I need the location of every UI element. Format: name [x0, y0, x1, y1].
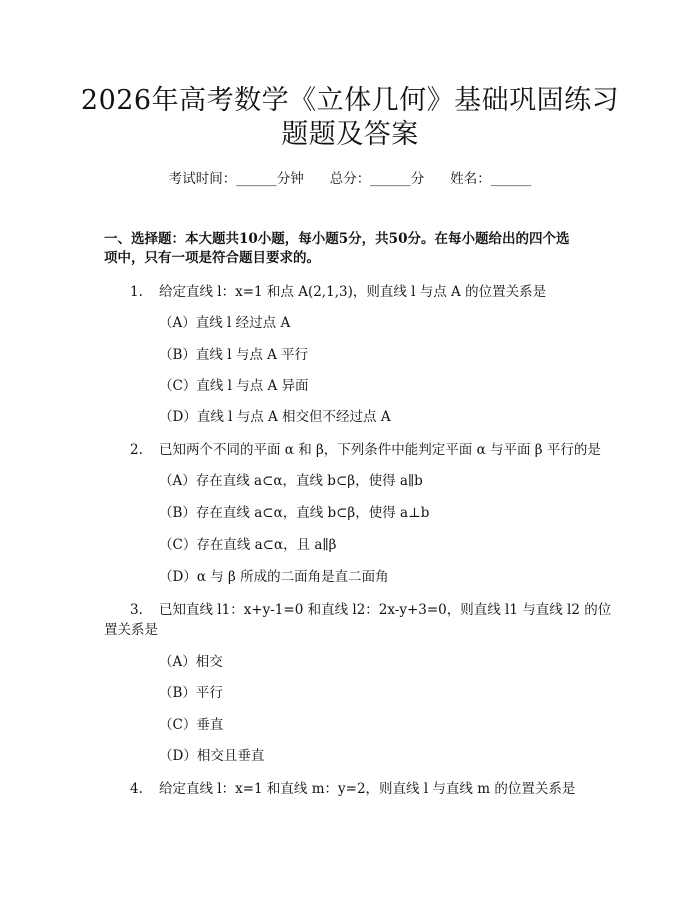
question-option: （B）平行 [159, 685, 223, 701]
question-option: （C）存在直线 a⊂α，且 a∥β [159, 537, 337, 553]
question-number: 1. [130, 284, 143, 300]
question-option: （D）相交且垂直 [159, 748, 265, 764]
question-option: （C）垂直 [159, 717, 224, 733]
question-stem: 给定直线 l：x=1 和点 A(2,1,3)，则直线 l 与点 A 的位置关系是 [159, 284, 547, 300]
question-stem: 已知直线 l1：x+y-1=0 和直线 l2：2x-y+3=0，则直线 l1 与直线 l2 的位 [159, 602, 612, 618]
page-title: 2026年高考数学《立体几何》基础巩固练习 [80, 85, 620, 116]
page-title-line2: 题题及答案 [281, 119, 419, 150]
question-number: 3. [130, 602, 143, 618]
question-option: （B）存在直线 a⊂α，直线 b⊂β，使得 a⊥b [159, 505, 430, 521]
question-number: 2. [130, 442, 143, 458]
question-stem: 给定直线 l：x=1 和直线 m：y=2，则直线 l 与直线 m 的位置关系是 [159, 781, 576, 797]
question-stem-continued: 置关系是 [104, 622, 158, 638]
question-option: （B）直线 l 与点 A 平行 [159, 347, 309, 363]
question-option: （A）存在直线 a⊂α，直线 b⊂β，使得 a∥b [159, 473, 423, 489]
exam-time-field: 考试时间：______分钟 [168, 171, 304, 187]
question-stem: 已知两个不同的平面 α 和 β，下列条件中能判定平面 α 与平面 β 平行的是 [159, 442, 601, 458]
question-option: （D）直线 l 与点 A 相交但不经过点 A [159, 409, 391, 425]
total-score-field: 总分：______分 [329, 171, 425, 187]
name-field: 姓名：______ [450, 171, 532, 187]
question-option: （C）直线 l 与点 A 异面 [159, 378, 309, 394]
section-heading: 一、选择题：本大题共10小题，每小题5分，共50分。在每小题给出的四个选 [104, 231, 570, 247]
question-option: （A）直线 l 经过点 A [159, 315, 291, 331]
question-number: 4. [130, 781, 143, 797]
section-heading-line2: 项中，只有一项是符合题目要求的。 [104, 250, 320, 266]
question-option: （D）α 与 β 所成的二面角是直二面角 [159, 569, 389, 585]
question-option: （A）相交 [159, 654, 223, 670]
exam-meta [0, 169, 700, 189]
